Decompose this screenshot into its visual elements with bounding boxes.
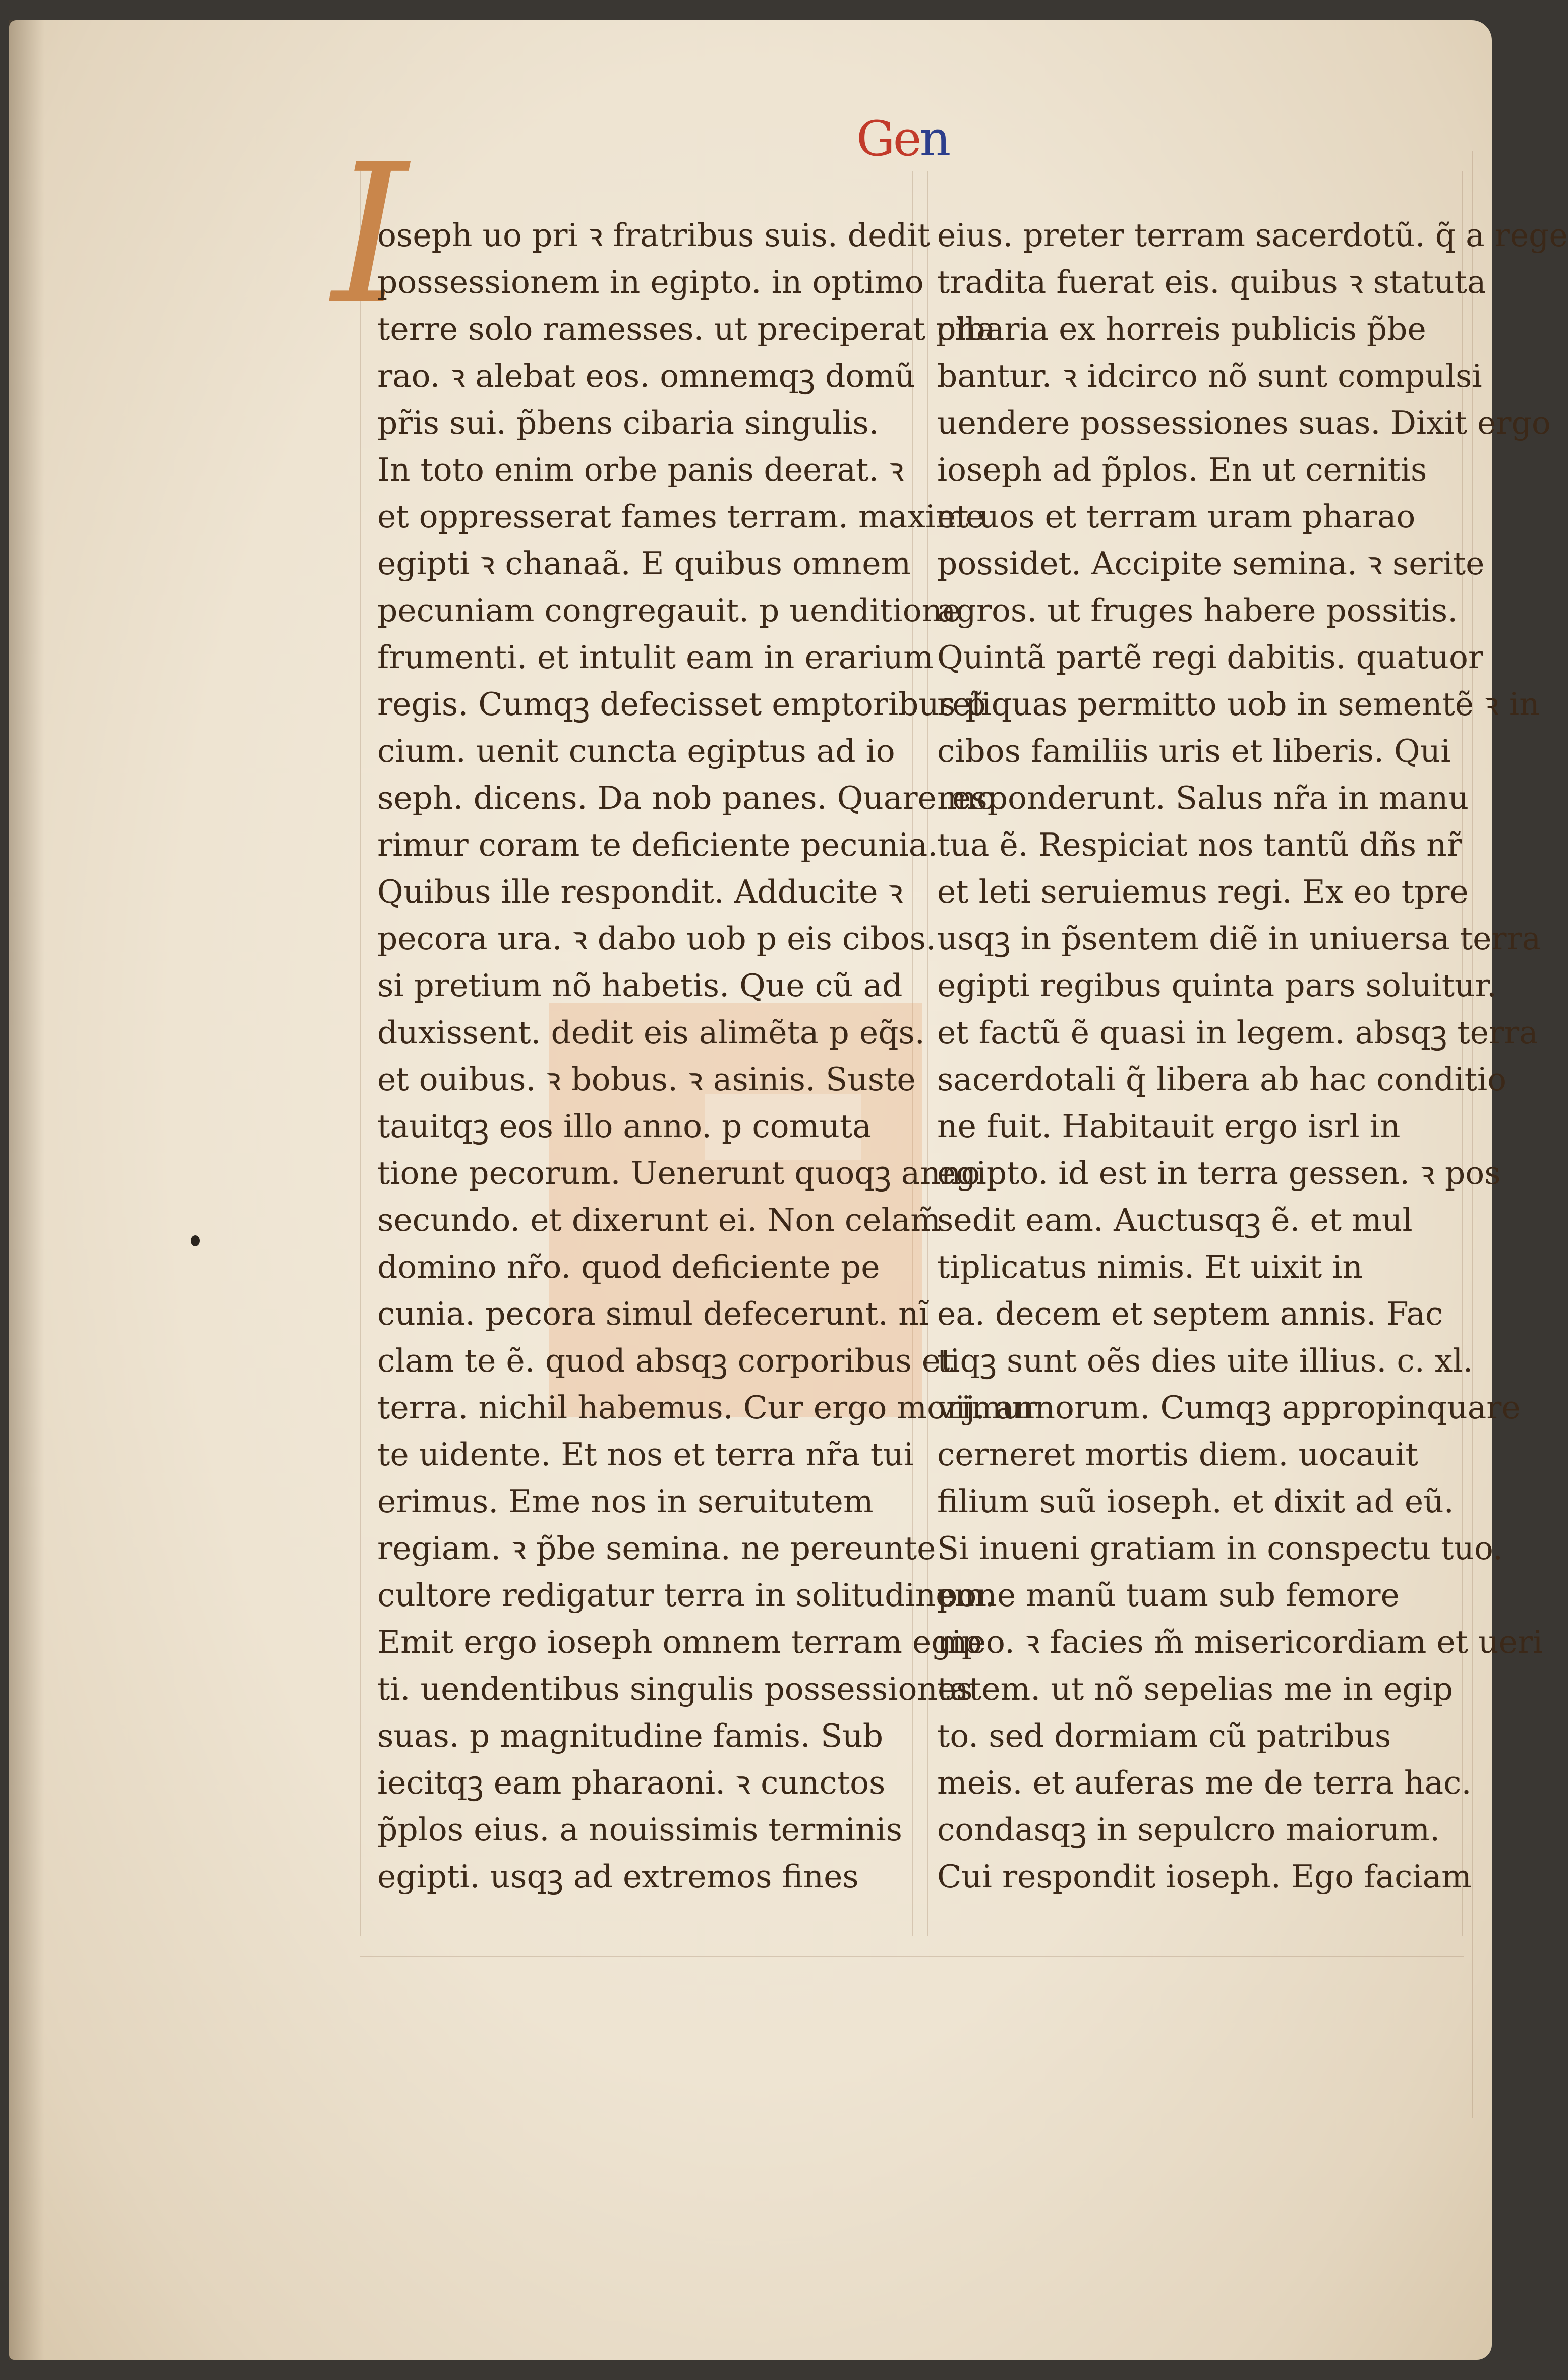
text-column-left xyxy=(377,212,1037,1926)
ruling-line-outer xyxy=(1472,151,1473,2118)
text-line: cium. uenit cuncta egiptus ad io xyxy=(377,733,895,769)
text-line: egipto. id est in terra gessen. ꝛ pos xyxy=(937,1155,1501,1192)
text-line: iecitqꝫ eam pharaoni. ꝛ cunctos xyxy=(377,1764,886,1801)
text-line: tradita fuerat eis. quibus ꝛ statuta xyxy=(937,264,1486,301)
text-line: responderunt. Salus nr̃a in manu xyxy=(937,780,1469,816)
text-line: uendere possessiones suas. Dixit ergo xyxy=(937,404,1551,441)
text-line: seph. dicens. Da nob panes. Quare mo xyxy=(377,780,996,816)
running-head-blue: n xyxy=(919,110,949,167)
text-line: pecuniam congregauit. p uenditione xyxy=(377,592,961,629)
text-line: tatem. ut nõ sepelias me in egip xyxy=(937,1671,1454,1707)
text-line: tua ẽ. Respiciat nos tantũ dñs nr̃ xyxy=(937,826,1462,863)
text-line: rao. ꝛ alebat eos. omnemqꝫ domũ xyxy=(377,358,915,394)
text-line: tiplicatus nimis. Et uixit in xyxy=(937,1248,1363,1285)
text-line: cunia. pecora simul defecerunt. nĩ xyxy=(377,1295,929,1332)
text-line: clam te ẽ. quod absqꝫ corporibus et xyxy=(377,1342,954,1379)
text-line: sedit eam. Auctusqꝫ ẽ. et mul xyxy=(937,1202,1413,1238)
ink-speck xyxy=(191,1235,200,1246)
text-line: suas. p magnitudine famis. Sub xyxy=(377,1717,884,1754)
text-line: reliquas permitto uob in sementẽ ꝛ in xyxy=(937,686,1540,723)
text-line: sacerdotali q̃ libera ab hac conditio xyxy=(937,1061,1507,1098)
text-line: secundo. et dixerunt ei. Non celam̃ xyxy=(377,1202,941,1238)
text-line: p̃plos eius. a nouissimis terminis xyxy=(377,1811,903,1848)
text-line: bantur. ꝛ idcirco nõ sunt compulsi xyxy=(937,358,1482,394)
text-line: cibos familiis uris et liberis. Qui xyxy=(937,733,1451,769)
text-line: eius. preter terram sacerdotũ. q̃ a rege xyxy=(937,217,1568,254)
text-line: et uos et terram uram pharao xyxy=(937,498,1416,535)
text-line: rimur coram te deficiente pecunia. xyxy=(377,826,938,863)
text-line: egipti regibus quinta pars soluitur. xyxy=(937,967,1497,1004)
text-line: terra. nichil habemus. Cur ergo morimur xyxy=(377,1389,1037,1426)
text-column-right xyxy=(937,212,1568,1926)
text-line: meis. et auferas me de terra hac. xyxy=(937,1764,1472,1801)
text-line: et leti seruiemus regi. Ex eo tpre xyxy=(937,873,1469,910)
text-line: tauitqꝫ eos illo anno. p comuta xyxy=(377,1108,872,1145)
text-line: cultore redigatur terra in solitudinem. xyxy=(377,1577,995,1614)
text-line: et factũ ẽ quasi in legem. absqꝫ terra xyxy=(937,1014,1538,1051)
text-line: to. sed dormiam cũ patribus xyxy=(937,1717,1391,1754)
text-line: condasqꝫ in sepulcro maiorum. xyxy=(937,1811,1440,1848)
text-line: cerneret mortis diem. uocauit xyxy=(937,1436,1418,1473)
decorated-initial: I xyxy=(332,123,408,346)
text-line: pr̃is sui. p̃bens cibaria singulis. xyxy=(377,404,879,441)
ruling-line-bottom xyxy=(360,1956,1464,1957)
text-line: si pretium nõ habetis. Que cũ ad xyxy=(377,967,903,1004)
text-line: meo. ꝛ facies m̃ misericordiam et ueri xyxy=(937,1624,1543,1660)
text-line: ea. decem et septem annis. Fac xyxy=(937,1295,1443,1332)
text-line: Quibus ille respondit. Adducite ꝛ xyxy=(377,873,903,910)
ruling-line-left xyxy=(360,171,361,1936)
text-line: Si inueni gratiam in conspectu tuo. xyxy=(937,1530,1503,1567)
text-line: tiqꝫ sunt oẽs dies uite illius. c. xl. xyxy=(937,1342,1473,1379)
text-line: possessionem in egipto. in optimo xyxy=(377,264,924,301)
text-line: oseph uo pri ꝛ fratribus suis. dedit xyxy=(377,217,931,254)
text-line: Cui respondit ioseph. Ego faciam xyxy=(937,1858,1472,1895)
text-line: ioseph ad p̃plos. En ut cernitis xyxy=(937,451,1427,488)
text-line: vij. annorum. Cumqꝫ appropinquare xyxy=(937,1389,1521,1426)
text-line: agros. ut fruges habere possitis. xyxy=(937,592,1458,629)
text-line: Emit ergo ioseph omnem terram egip xyxy=(377,1624,982,1660)
text-line: ne fuit. Habitauit ergo isrl in xyxy=(937,1108,1401,1145)
text-line: cibaria ex horreis publicis p̃be xyxy=(937,311,1426,347)
text-line: domino nr̃o. quod deficiente pe xyxy=(377,1248,880,1285)
text-line: Quintã partẽ regi dabitis. quatuor xyxy=(937,639,1483,676)
running-head-red: Ge xyxy=(856,110,920,167)
text-line: te uidente. Et nos et terra nr̃a tui xyxy=(377,1436,914,1473)
text-line: In toto enim orbe panis deerat. ꝛ xyxy=(377,451,904,488)
text-line: frumenti. et intulit eam in erarium xyxy=(377,639,934,676)
text-line: egipti. usqꝫ ad extremos fines xyxy=(377,1858,859,1895)
text-line: filium suũ ioseph. et dixit ad eũ. xyxy=(937,1483,1454,1520)
text-line: duxissent. dedit eis alimẽta p eq̃s. xyxy=(377,1014,925,1051)
text-line: usqꝫ in p̃sentem diẽ in uniuersa terra xyxy=(937,920,1541,957)
text-line: possidet. Accipite semina. ꝛ serite xyxy=(937,545,1485,582)
text-line: pone manũ tuam sub femore xyxy=(937,1577,1400,1614)
gutter-shadow xyxy=(9,20,44,2360)
text-line: et oppresserat fames terram. maxime xyxy=(377,498,985,535)
text-line: regiam. ꝛ p̃be semina. ne pereunte xyxy=(377,1530,936,1567)
text-line: pecora ura. ꝛ dabo uob p eis cibos. xyxy=(377,920,936,957)
text-line: ti. uendentibus singulis possessiones xyxy=(377,1671,973,1707)
manuscript-page xyxy=(9,20,1568,2360)
running-head xyxy=(856,111,949,166)
text-line: regis. Cumqꝫ defecisset emptoribus p̃ xyxy=(377,686,986,723)
text-line: erimus. Eme nos in seruitutem xyxy=(377,1483,874,1520)
text-line: egipti ꝛ chanaã. E quibus omnem xyxy=(377,545,911,582)
text-line: tione pecorum. Uenerunt quoqꝫ anno xyxy=(377,1155,980,1192)
text-line: terre solo ramesses. ut preciperat pha xyxy=(377,311,996,347)
text-line: et ouibus. ꝛ bobus. ꝛ asinis. Suste xyxy=(377,1061,916,1098)
